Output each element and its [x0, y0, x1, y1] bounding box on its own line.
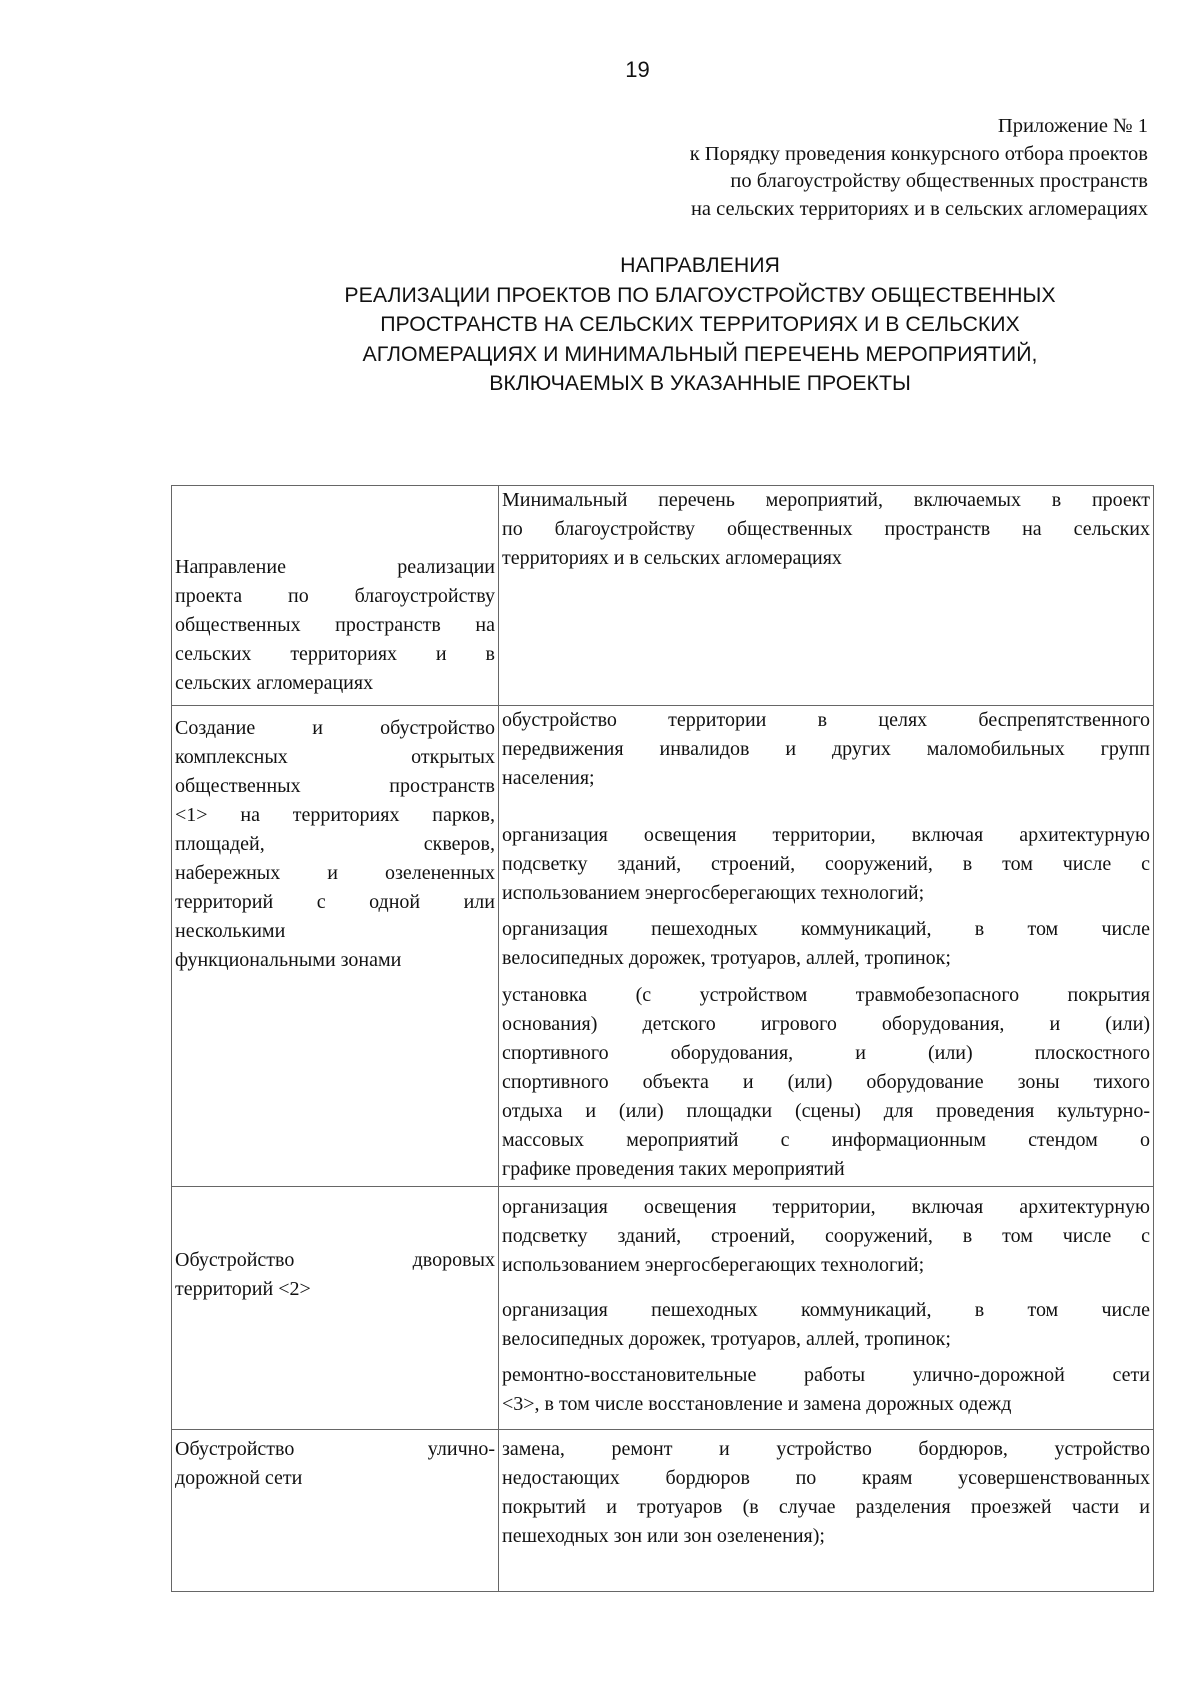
text-line: графике проведения таких мероприятий	[502, 1158, 845, 1180]
text-line: основания) детского игрового оборудования, и (или)	[502, 1013, 1150, 1035]
text-line: организация пешеходных коммуникаций, в том числе	[502, 918, 1150, 940]
cell-text	[175, 1246, 495, 1304]
text-line: организация пешеходных коммуникаций, в том числе	[502, 1299, 1150, 1321]
text-line: замена, ремонт и устройство бордюров, устройство	[502, 1438, 1150, 1460]
appendix-header	[690, 113, 1148, 223]
text-line: покрытий и тротуаров (в случае разделения проезжей части и	[502, 1496, 1150, 1518]
title-line: ПРОСТРАНСТВ НА СЕЛЬСКИХ ТЕРРИТОРИЯХ И В СЕЛЬСКИХ	[380, 312, 1020, 336]
text-line: общественных пространств	[175, 775, 495, 797]
text-line: набережных и озелененных	[175, 862, 495, 884]
header-direction-cell	[172, 486, 499, 706]
table-header-row	[172, 486, 1154, 706]
text-line: подсветку зданий, строений, сооружений, в том числе с	[502, 1225, 1150, 1247]
text-line: массовых мероприятий с информационным стендом о	[502, 1129, 1150, 1151]
text-line: передвижения инвалидов и других маломобильных групп	[502, 738, 1150, 760]
measure-item	[502, 1361, 1150, 1419]
text-line: по благоустройству общественных пространств на сельских	[502, 518, 1150, 540]
text-line: пешеходных зон или зон озеленения);	[502, 1525, 825, 1547]
measure-item	[502, 1435, 1150, 1551]
text-line: территориях и в сельских агломерациях	[502, 547, 842, 569]
measure-item	[502, 915, 1150, 973]
text-line: Обустройство улично-	[175, 1438, 495, 1460]
text-line: обустройство территории в целях беспрепятственного	[502, 709, 1150, 731]
text-line: спортивного объекта и (или) оборудование зоны тихого	[502, 1071, 1150, 1093]
text-line: Обустройство дворовых	[175, 1249, 495, 1271]
table-row	[172, 1430, 1154, 1592]
text-line: ремонтно-восстановительные работы улично-дорожной сети	[502, 1364, 1150, 1386]
text-line: функциональными зонами	[175, 949, 402, 971]
text-line: отдыха и (или) площадки (сцены) для проведения культурно-	[502, 1100, 1150, 1122]
text-line: Минимальный перечень мероприятий, включаемых в проект	[502, 489, 1150, 511]
text-line: проекта по благоустройству	[175, 585, 495, 607]
direction-cell	[172, 706, 499, 1187]
cell-text	[502, 486, 1150, 573]
title-line: НАПРАВЛЕНИЯ	[620, 253, 780, 277]
text-line: организация освещения территории, включая архитектурную	[502, 824, 1150, 846]
measure-item	[502, 1193, 1150, 1280]
title-line: ВКЛЮЧАЕМЫХ В УКАЗАННЫЕ ПРОЕКТЫ	[489, 371, 911, 395]
text-line: дорожной сети	[175, 1467, 303, 1489]
title-line: АГЛОМЕРАЦИЯХ И МИНИМАЛЬНЫЙ ПЕРЕЧЕНЬ МЕРОПРИЯТИЙ,	[362, 341, 1038, 366]
directions-table	[171, 485, 1154, 1592]
appendix-line: к Порядку проведения конкурсного отбора проектов	[689, 142, 1148, 165]
measure-item	[502, 1296, 1150, 1354]
text-line: Создание и обустройство	[175, 717, 495, 739]
text-line: использованием энергосберегающих технологий;	[502, 1254, 925, 1276]
text-line: сельских территориях и в	[175, 643, 495, 665]
measures-cell	[499, 1430, 1154, 1592]
cell-text	[175, 1435, 495, 1493]
appendix-line: по благоустройству общественных пространств	[730, 170, 1148, 192]
text-line: велосипедных дорожек, тротуаров, аллей, тропинок;	[502, 947, 951, 969]
cell-text	[175, 553, 495, 698]
text-line: подсветку зданий, строений, сооружений, в том числе с	[502, 853, 1150, 875]
direction-cell	[172, 1187, 499, 1430]
text-line: общественных пространств на	[175, 614, 495, 636]
measure-item	[502, 706, 1150, 793]
measure-item	[502, 981, 1150, 1184]
appendix-line: Приложение № 1	[997, 115, 1148, 137]
text-line: территорий с одной или	[175, 891, 495, 913]
document-title	[200, 251, 1200, 399]
appendix-line: на сельских территориях и в сельских агломерациях	[690, 197, 1148, 220]
page-number: 19	[625, 57, 650, 82]
text-line: населения;	[502, 767, 595, 789]
text-line: комплексных открытых	[175, 746, 495, 768]
text-line: организация освещения территории, включая архитектурную	[502, 1196, 1150, 1218]
table-row	[172, 706, 1154, 1187]
cell-text	[175, 714, 495, 975]
measures-cell	[499, 706, 1154, 1187]
text-line: площадей, скверов,	[175, 833, 495, 855]
title-line: РЕАЛИЗАЦИИ ПРОЕКТОВ ПО БЛАГОУСТРОЙСТВУ ОБЩЕСТВЕННЫХ	[344, 282, 1056, 307]
measure-item	[502, 821, 1150, 908]
text-line: <3>, в том числе восстановление и замена дорожных одежд	[502, 1393, 1012, 1415]
text-line: Направление реализации	[175, 556, 495, 578]
text-line: установка (с устройством травмобезопасного покрытия	[502, 984, 1150, 1006]
text-line: сельских агломерациях	[175, 672, 374, 694]
measures-cell	[499, 1187, 1154, 1430]
text-line: спортивного оборудования, и (или) плоскостного	[502, 1042, 1150, 1064]
text-line: недостающих бордюров по краям усовершенствованных	[502, 1467, 1150, 1489]
header-measures-cell	[499, 486, 1154, 706]
table-row	[172, 1187, 1154, 1430]
text-line: <1> на территориях парков,	[175, 804, 495, 826]
text-line: велосипедных дорожек, тротуаров, аллей, тропинок;	[502, 1328, 951, 1350]
text-line: использованием энергосберегающих технологий;	[502, 882, 925, 904]
text-line: территорий <2>	[175, 1278, 311, 1300]
text-line: несколькими	[175, 920, 286, 942]
direction-cell	[172, 1430, 499, 1592]
